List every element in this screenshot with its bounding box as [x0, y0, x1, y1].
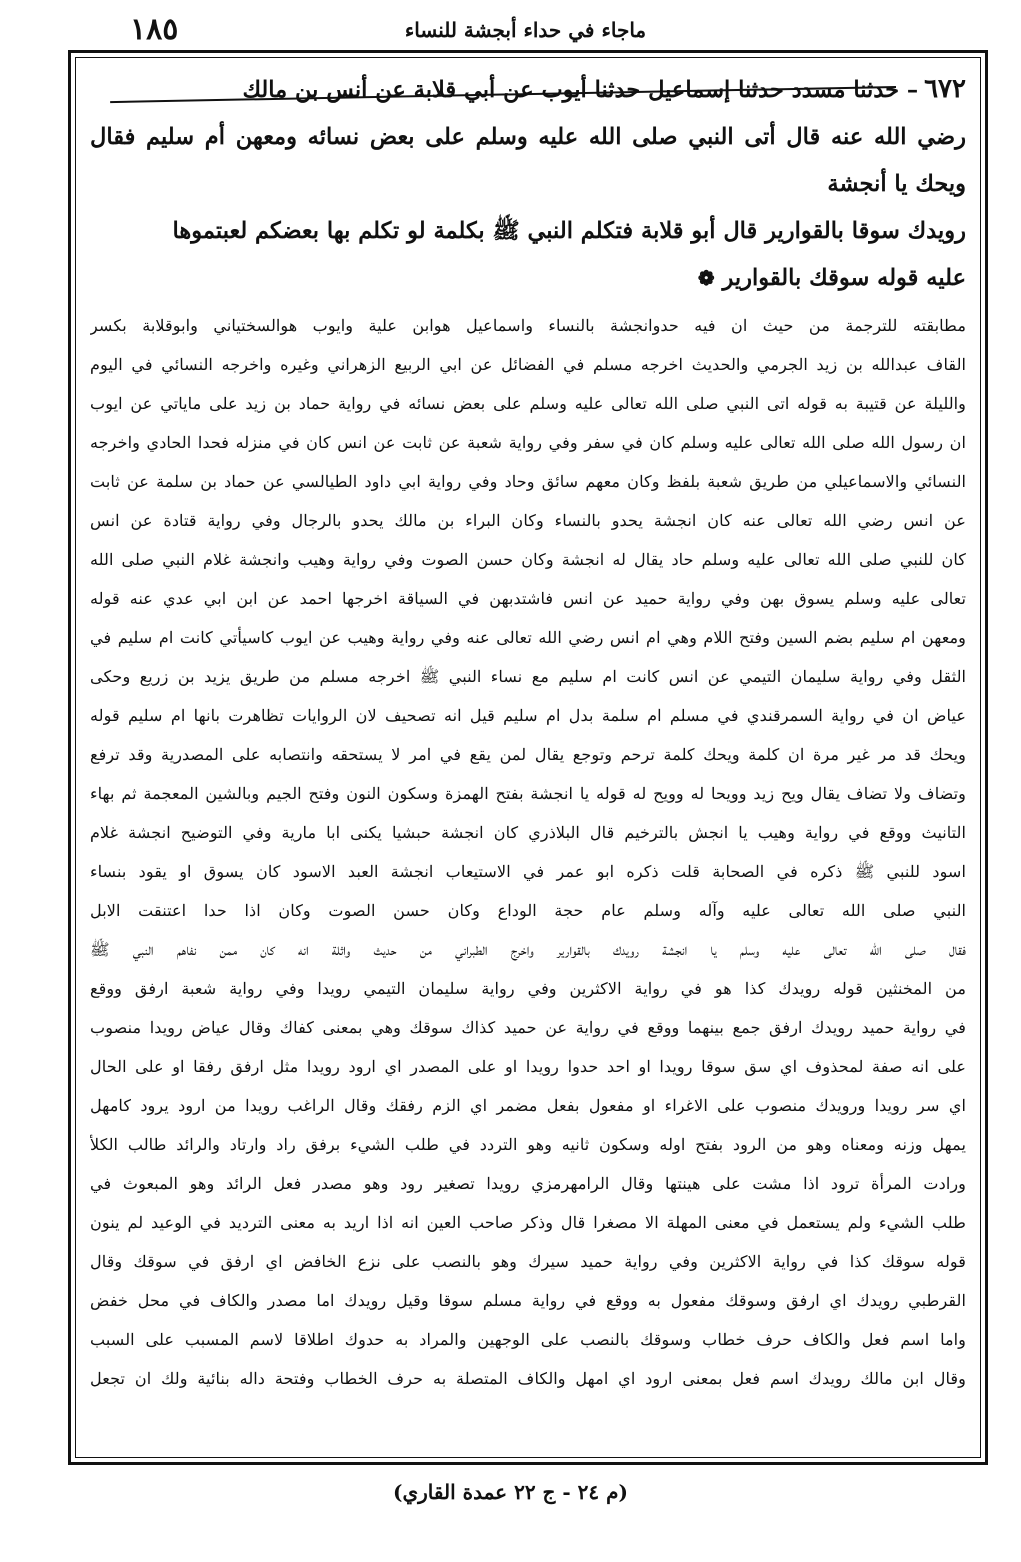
commentary-line: كان للنبي صلى الله تعالى عليه وسلم حاد يقال له انجشة وكان حسن الصوت وفي رواية وهيب وانجشة غلام النبي صلى الله	[90, 550, 966, 569]
commentary-line: في رواية حميد رويدك ارفق جمع بينهما ووقع في رواية عن حميد كذاك سوقك وهي بمعنى كفاك وقال عياض رويدا منصوب	[90, 1018, 966, 1037]
commentary-block	[90, 306, 966, 1398]
hadith-line: رضي الله عنه قال أتى النبي صلى الله عليه وسلم على بعض نسائه ومعهن أم سليم فقال ويحك يا أنجشة	[90, 124, 966, 197]
commentary-line: ومعهن ام سليم بضم السين وفتح اللام وهي ام انس رضي الله تعالى عنه وفي رواية وهيب عن ايوب كاسيأتي كانت ام سليم في	[90, 628, 966, 647]
commentary-line: القاف عبدالله بن زيد الجرمي والحديث اخرجه مسلم في الفضائل عن ابي الربيع الزهراني وغيره واخرجه النسائي في اليوم	[90, 355, 966, 374]
text-frame	[68, 50, 988, 1465]
text-frame-inner	[75, 57, 981, 1458]
page-header	[70, 10, 981, 52]
hadith-line: عليه قوله سوقك بالقوارير	[722, 265, 966, 291]
commentary-line: القرطبي رويدك اي ارفق وسوقك مفعول به ووقع في رواية مسلم سوقا وقيل رويدك اما مصدر والكاف في محل خفض	[90, 1291, 966, 1310]
hadith-line: – حدثنا مسدد حدثنا إسماعيل حدثنا أيوب عن أبي قلابة عن أنس بن مالك	[242, 77, 919, 103]
commentary-line: وتضاف ولا تضاف يقال ويح زيد وويحا له وويح له قوله يا انجشة بفتح الهمزة وسكون النون وفتح الجيم وبالشين المعجمة ثم بهاء	[90, 784, 966, 803]
commentary-line: من المخنثين قوله رويدك كذا هو في رواية الاكثرين وفي رواية سليمان التيمي رويدا وفي رواية شعبة ارفق ووقع	[90, 979, 966, 998]
commentary-line: واما اسم فعل والكاف حرف خطاب وسوقك بالنصب على الوجهين والمراد به حدوك اطلاقا لاسم المسبب على السبب	[90, 1330, 966, 1349]
commentary-line: عياض ان في رواية السمرقندي في مسلم ام سلمة بدل ام سليم قيل انه تصحيف لان الروايات تظاهرت بانها ام سليم قوله	[90, 706, 966, 725]
commentary-line: مطابقته للترجمة من حيث ان فيه حدوانجشة بالنساء واسماعيل هوابن علية وايوب هوالسختياني وابوقلابة بكسر	[90, 316, 966, 335]
commentary-line: ان رسول الله صلى الله تعالى عليه وسلم كان في سفر وفي رواية شعبة عن ثابت عن انس كان في منزله فحدا الحادي واخرجه	[90, 433, 966, 452]
commentary-line: تعالى عليه وسلم يسوق بهن وفي رواية حميد عن انس فاشتدبهن في السياقة اخرجها احمد عن ابن ابي عدي عنه قوله	[90, 589, 966, 608]
commentary-line: والليلة عن قتيبة به قوله اتى النبي صلى الله تعالى عليه وسلم على بعض نسائه في رواية حماد بن زيد على ماياتي عن ايوب	[90, 394, 966, 413]
hadith-number: ٦٧٢	[924, 74, 966, 104]
commentary-line: عن انس رضي الله تعالى عنه كان انجشة يحدو بالنساء وكان البراء بن مالك يحدو بالرجال وفي رواية قتادة عن انس	[90, 511, 966, 530]
commentary-line: يمهل وزنه ومعناه وهو من الرود بفتح اوله وسكون ثانيه وهو التردد في طلب الشيء برفق راد وارتاد والرائد طالب الكلأ	[90, 1135, 966, 1154]
commentary-line: ويحك قد مر غير مرة ان كلمة ويحك كلمة ترحم وتوجع يقال لمن يقع في امر لا يستحقه وانتصابه على المصدرية وقد ترفع	[90, 745, 966, 764]
hadith-end-ornament: ❁	[697, 266, 715, 290]
commentary-line: ورادت المرأة ترود اذا مشت على هينتها وقال الرامهرمزي رويدا تصغير رود وهو مصدر فعل الرائد وهو المبعوث في	[90, 1174, 966, 1193]
commentary-line: اي سر رويدا ورويدك منصوب على الاغراء او مفعول بفعل مضمر اي الزم رفقك وقال الراغب رويدا من ارود يرود كامهل	[90, 1096, 966, 1115]
commentary-line: النسائي والاسماعيلي من طريق شعبة بلفظ وكان معهم سائق وحاد وفي رواية ابي داود الطيالسي عن حماد بن سلمة عن ثابت	[90, 472, 966, 491]
commentary-line: وقال ابن مالك رويدك اسم فعل بمعنى ارود اي امهل والكاف المتصلة به حرف الخطاب وفتحة داله بنائية ولك ان تجعل	[90, 1369, 966, 1388]
commentary-line: اسود للنبي ﷺ ذكره في الصحابة قلت ذكره ابو عمر في الاستيعاب انجشة العبد الاسود كان يسوق او يقود بنساء	[90, 862, 966, 881]
commentary-line: فقال صلى الله تعالى عليه وسلم يا انجشة رويدك بالقوارير واخرج الطبراني من حديث واثلة انه كان ممن نفاهم النبي ﷺ	[90, 940, 966, 959]
commentary-line: على انه صفة لمحذوف اي سق سوقا رويدا او احد حدوا رويدا او على المصدر اي ارود رويدا مثل ارفق رفقا او على الحال	[90, 1057, 966, 1076]
commentary-line: النبي صلى الله تعالى عليه وآله وسلم عام حجة الوداع وكان حسن الصوت وكان اذا حدا اعتنقت الابل	[90, 901, 966, 920]
page-number: ١٨٥	[130, 12, 179, 47]
commentary-line: التانيث ووقع في رواية وهيب يا انجش بالترخيم قال البلاذري كان انجشة حبشيا يكنى ابا مارية وفي التوضيح انجشة غلام	[90, 823, 966, 842]
commentary-line: الثقل وفي رواية سليمان التيمي عن انس كانت ام سليم مع نساء النبي ﷺ اخرجه مسلم من طريق يزيد بن زريع وحكى	[90, 667, 966, 686]
commentary-line: قوله سوقك كذا في رواية الاكثرين وفي رواية حميد سيرك وهو بالنصب على نزع الخافض اي ارفق في سوقك وقال	[90, 1252, 966, 1271]
hadith-text	[90, 66, 966, 302]
commentary-line: طلب الشيء ولم يستعمل في معنى المهلة الا مصغرا قال وذكر صاحب العين انه اذا اريد به معنى الترديد في الوعيد لم ينون	[90, 1213, 966, 1232]
page-footer-signature: (م ٢٤ - ج ٢٢ عمدة القاري)	[393, 1480, 628, 1504]
running-title: ماجاء في حداء أبجشة للنساء	[404, 18, 647, 42]
hadith-line: رويدك سوقا بالقوارير قال أبو قلابة فتكلم النبي ﷺ بكلمة لو تكلم بها بعضكم لعبتموها	[172, 218, 966, 244]
